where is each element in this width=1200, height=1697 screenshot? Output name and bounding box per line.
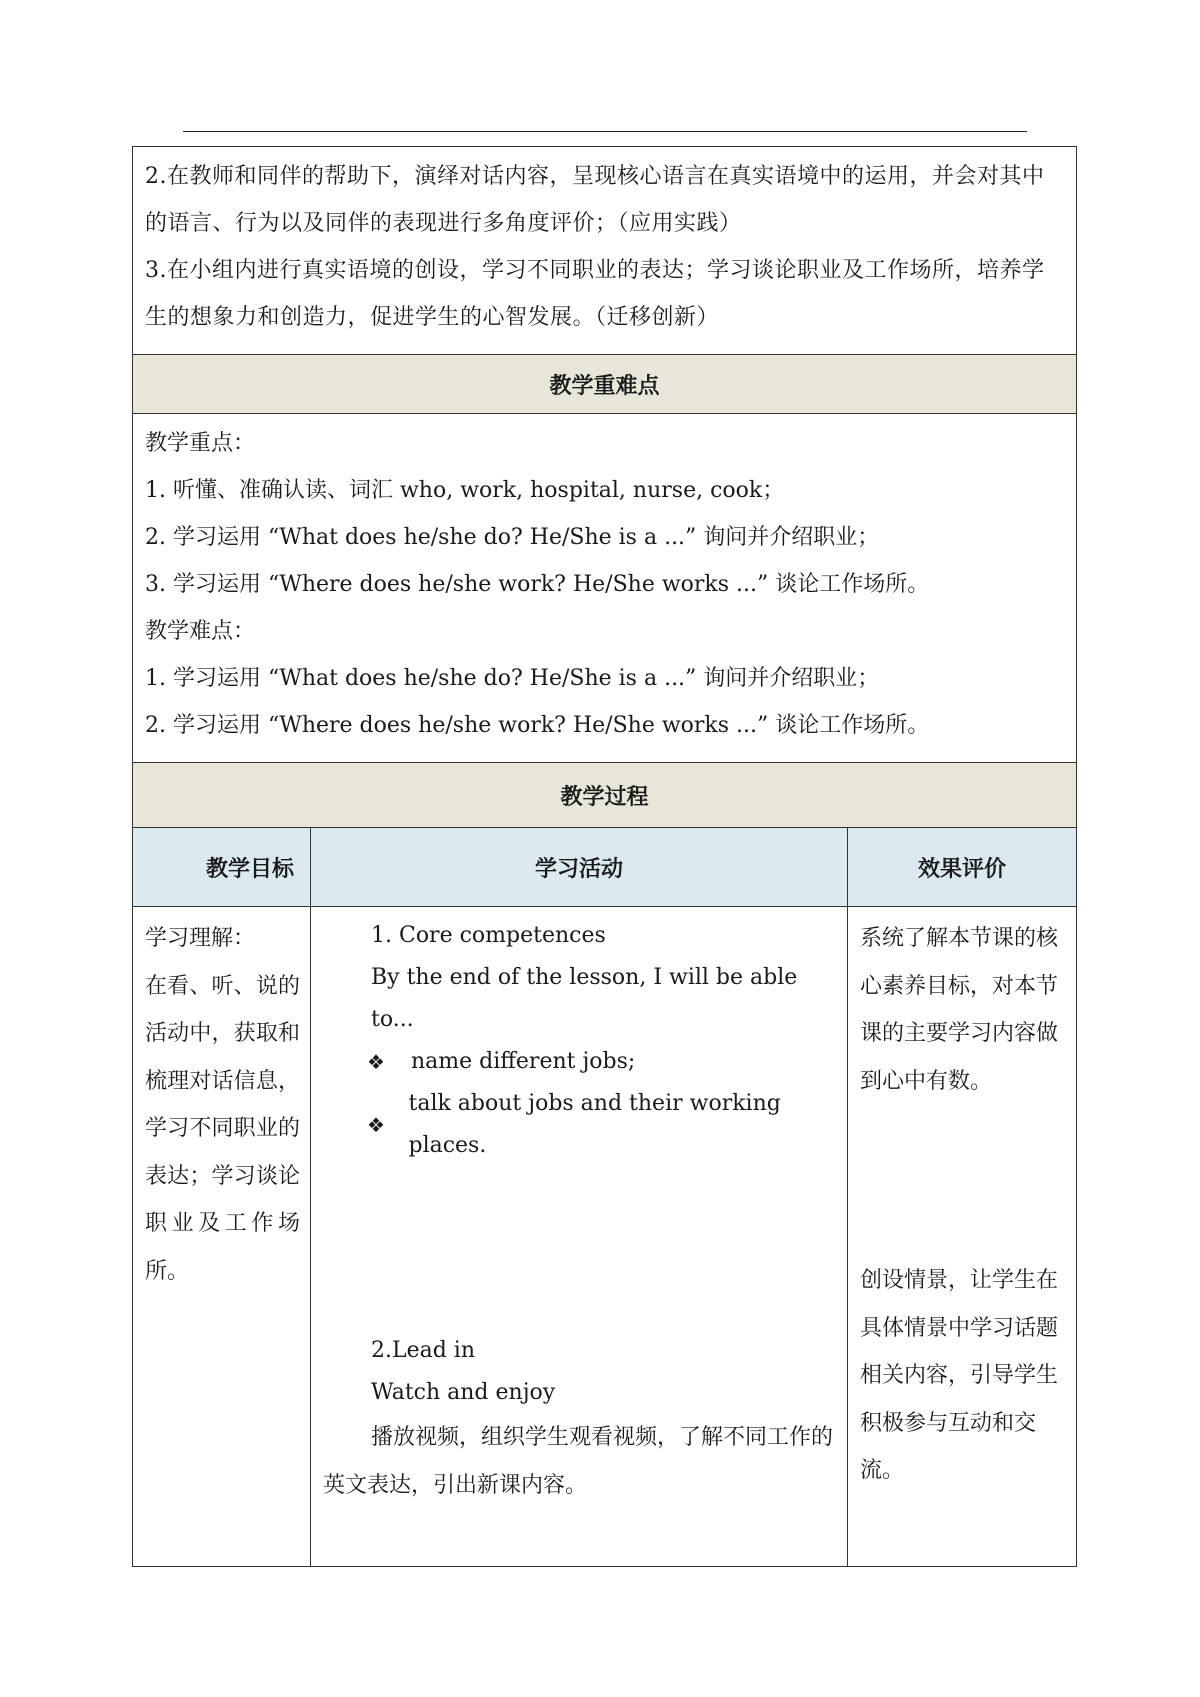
- key-points-header-row: [133, 355, 1077, 414]
- bullet-text: talk about jobs and their working places.: [408, 1091, 781, 1158]
- objectives-row: [133, 147, 1077, 355]
- key-label: 教学重点：: [145, 431, 256, 456]
- step1-intro: By the end of the lesson, I will be able to...: [371, 965, 798, 1032]
- difficult-item: 1. 学习运用 “What does he/she do? He/She is a ...” 询问并介绍职业；: [145, 666, 880, 691]
- goal-label: 学习理解：: [145, 926, 256, 951]
- key-item: 3. 学习运用 “Where does he/she work? He/She works ...” 谈论工作场所。: [145, 572, 930, 597]
- objective-item-3: 3.在小组内进行真实语境的创设，学习不同职业的表达；学习谈论职业及工作场所，培养学生的想象力和创造力，促进学生的心智发展。（迁移创新）: [145, 258, 1045, 330]
- evaluation-text-2: 创设情景，让学生在具体情景中学习话题相关内容，引导学生积极参与互动和交流。: [860, 1268, 1059, 1483]
- diamond-bullet-icon: ❖: [367, 1113, 385, 1137]
- step2-subtitle: Watch and enjoy: [371, 1380, 556, 1405]
- key-points-row: [133, 414, 1077, 763]
- evaluation-text-1: 系统了解本节课的核心素养目标，对本节课的主要学习内容做到心中有数。: [860, 926, 1059, 1094]
- objective-item-2: 2.在教师和同伴的帮助下，演绎对话内容，呈现核心语言在真实语境中的运用，并会对其中的语言、行为以及同伴的表现进行多角度评价；（应用实践）: [145, 164, 1045, 236]
- key-points-heading: 教学重难点: [133, 355, 1077, 414]
- goal-cell: [133, 907, 311, 1567]
- key-points-cell: [133, 414, 1077, 763]
- key-item: 2. 学习运用 “What does he/she do? He/She is a ...” 询问并介绍职业；: [145, 525, 880, 550]
- step2-text: 播放视频，组织学生观看视频，了解不同工作的英文表达，引出新课内容。: [323, 1425, 834, 1498]
- diamond-bullet-icon: ❖: [367, 1050, 385, 1074]
- goal-text: 在看、听、说的活动中，获取和梳理对话信息，学习不同职业的表达；学习谈论职业及工作场所。: [145, 973, 300, 1284]
- activity-column-header: 学习活动: [311, 828, 848, 907]
- step2-title: 2.Lead in: [371, 1338, 476, 1363]
- process-header-row: [133, 763, 1077, 828]
- evaluation-cell: [848, 907, 1077, 1567]
- step1-title: 1. Core competences: [371, 923, 606, 948]
- process-body-row: [133, 907, 1077, 1567]
- column-header-row: [133, 828, 1077, 907]
- lesson-plan-table: [132, 146, 1077, 1567]
- difficult-item: 2. 学习运用 “Where does he/she work? He/She works ...” 谈论工作场所。: [145, 713, 930, 738]
- goal-column-header: 教学目标: [133, 828, 311, 907]
- key-item: 1. 听懂、准确认读、词汇 who, work, hospital, nurse, cook；: [145, 478, 785, 503]
- bullet-item: [323, 1083, 837, 1167]
- process-heading: 教学过程: [133, 763, 1077, 828]
- activity-cell: [311, 907, 848, 1567]
- header-rule: [183, 131, 1027, 132]
- evaluation-column-header: 效果评价: [848, 828, 1077, 907]
- difficult-label: 教学难点：: [145, 619, 256, 644]
- bullet-item: [323, 1041, 837, 1083]
- bullet-text: name different jobs;: [411, 1049, 636, 1074]
- objectives-cell: [133, 147, 1077, 355]
